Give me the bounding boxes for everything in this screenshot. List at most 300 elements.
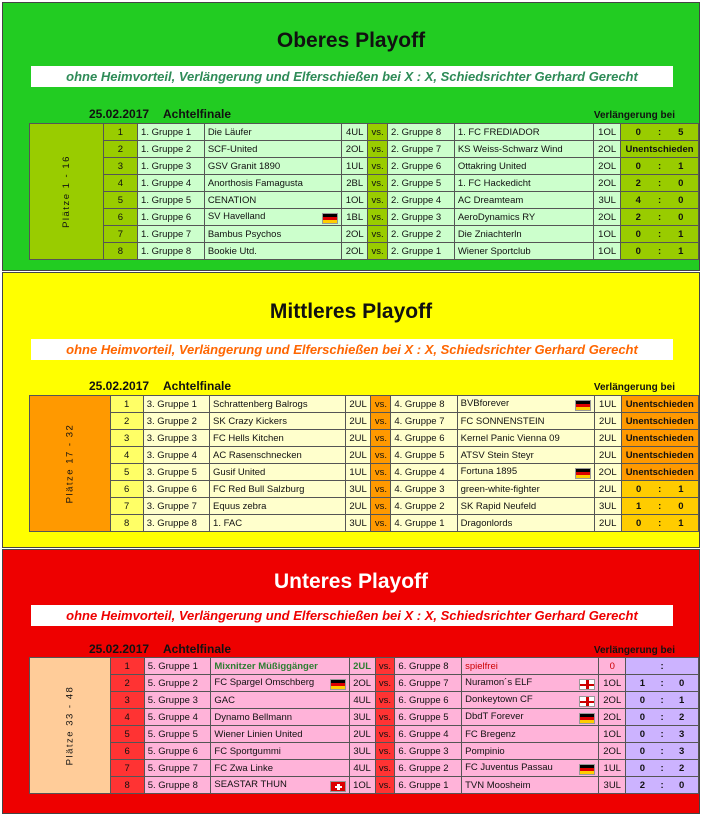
versus-label-text: vs. bbox=[378, 779, 392, 791]
away-group bbox=[395, 726, 462, 743]
score-cell bbox=[621, 141, 699, 158]
home-league bbox=[342, 209, 368, 226]
home-score: 0 bbox=[639, 762, 646, 774]
home-league bbox=[349, 675, 375, 692]
versus-label bbox=[375, 777, 395, 794]
score-cell bbox=[621, 498, 699, 515]
match-date: 25.02.2017 bbox=[89, 642, 150, 656]
home-group-text: 5. Gruppe 6 bbox=[147, 745, 198, 757]
versus-label-text: vs. bbox=[371, 228, 384, 240]
overtime-header: Verlängerung bei bbox=[593, 110, 675, 121]
away-group bbox=[395, 760, 462, 777]
table-row bbox=[30, 760, 699, 777]
score-separator: : bbox=[660, 660, 664, 672]
away-group-text: 6. Gruppe 6 bbox=[398, 694, 449, 706]
away-league-text: 2UL bbox=[598, 517, 617, 529]
away-group-text: 6. Gruppe 8 bbox=[398, 660, 449, 672]
away-group-text: 4. Gruppe 7 bbox=[394, 415, 445, 427]
away-group bbox=[388, 141, 455, 158]
score-separator: : bbox=[657, 228, 662, 240]
home-league bbox=[345, 447, 371, 464]
table-row bbox=[30, 515, 699, 532]
result-text: Unentschieden bbox=[625, 398, 694, 410]
table-row bbox=[30, 124, 699, 141]
home-team-text: SV Havelland bbox=[207, 210, 266, 222]
home-league-text: 1OL bbox=[353, 779, 372, 791]
away-group bbox=[395, 692, 462, 709]
away-team bbox=[454, 158, 593, 175]
match-number-text: 6 bbox=[124, 483, 130, 495]
versus-label-text: vs. bbox=[374, 415, 387, 427]
away-group-text: 6. Gruppe 3 bbox=[398, 745, 449, 757]
home-score: 0 bbox=[639, 728, 646, 740]
away-league-text: 2UL bbox=[598, 483, 617, 495]
home-group bbox=[144, 777, 211, 794]
match-number-text: 2 bbox=[117, 143, 124, 155]
versus-label-text: vs. bbox=[378, 660, 392, 672]
away-group bbox=[395, 743, 462, 760]
away-team bbox=[462, 692, 599, 709]
away-score: 1 bbox=[678, 160, 684, 172]
home-league-text: 4UL bbox=[353, 762, 371, 774]
versus-label-text: vs. bbox=[371, 177, 384, 189]
home-group bbox=[143, 515, 209, 532]
away-team bbox=[454, 175, 593, 192]
match-date: 25.02.2017 bbox=[89, 379, 150, 393]
score-cell bbox=[621, 192, 699, 209]
match-number bbox=[103, 124, 137, 141]
home-score: 2 bbox=[635, 211, 641, 223]
flag-en-icon bbox=[579, 679, 595, 690]
table-row bbox=[30, 209, 699, 226]
away-team-text: 1. FC FREDIADOR bbox=[457, 126, 540, 138]
home-group-text: 3. Gruppe 2 bbox=[146, 415, 197, 427]
away-league-text: 1OL bbox=[603, 677, 622, 689]
home-team-text: Bambus Psychos bbox=[207, 228, 282, 240]
score-separator: : bbox=[660, 745, 664, 757]
flag-de-icon bbox=[575, 468, 591, 479]
home-score: 0 bbox=[635, 126, 641, 138]
table-row bbox=[30, 396, 699, 413]
home-score: 0 bbox=[639, 745, 646, 757]
away-league bbox=[599, 675, 626, 692]
home-team bbox=[204, 141, 341, 158]
away-league bbox=[594, 158, 621, 175]
away-group bbox=[395, 675, 462, 692]
home-score: 2 bbox=[639, 779, 646, 791]
flag-de-icon bbox=[579, 764, 595, 775]
versus-label bbox=[371, 447, 391, 464]
away-group bbox=[395, 709, 462, 726]
home-team bbox=[204, 175, 341, 192]
versus-label bbox=[375, 692, 395, 709]
score-separator: : bbox=[657, 194, 662, 206]
table-row bbox=[30, 430, 699, 447]
home-group bbox=[138, 209, 205, 226]
home-team bbox=[210, 396, 346, 413]
home-league bbox=[342, 243, 368, 260]
home-team bbox=[204, 124, 341, 141]
versus-label-text: vs. bbox=[374, 466, 387, 478]
table-row bbox=[30, 243, 699, 260]
score-separator: : bbox=[660, 694, 664, 706]
versus-label bbox=[371, 498, 391, 515]
away-team bbox=[454, 209, 593, 226]
home-league-text: 3UL bbox=[349, 517, 367, 529]
away-score: 0 bbox=[678, 211, 684, 223]
away-group bbox=[395, 777, 462, 794]
flag-de-icon bbox=[330, 679, 346, 690]
away-team bbox=[454, 226, 593, 243]
away-league bbox=[599, 777, 626, 794]
away-group bbox=[388, 158, 455, 175]
round-label: Achtelfinale bbox=[163, 379, 232, 393]
score-cell bbox=[626, 726, 699, 743]
table-row bbox=[30, 141, 699, 158]
versus-label-text: vs. bbox=[378, 745, 392, 757]
home-league-text: 3UL bbox=[349, 483, 367, 495]
score-cell bbox=[621, 226, 699, 243]
home-league bbox=[345, 481, 371, 498]
home-league bbox=[349, 760, 375, 777]
match-number bbox=[103, 141, 137, 158]
away-score: 0 bbox=[678, 194, 684, 206]
score-cell bbox=[621, 481, 699, 498]
home-group bbox=[144, 760, 211, 777]
versus-label bbox=[368, 243, 388, 260]
home-league-text: 3UL bbox=[353, 745, 371, 757]
match-number bbox=[103, 243, 137, 260]
home-group-text: 1. Gruppe 1 bbox=[141, 126, 192, 138]
home-team bbox=[204, 209, 341, 226]
away-group-text: 6. Gruppe 5 bbox=[398, 711, 449, 723]
away-group bbox=[388, 175, 455, 192]
home-league-text: 2OL bbox=[345, 245, 364, 257]
versus-label bbox=[368, 175, 388, 192]
versus-label-text: vs. bbox=[371, 245, 384, 257]
home-group-text: 3. Gruppe 3 bbox=[146, 432, 197, 444]
away-league bbox=[594, 481, 621, 498]
home-group-text: 3. Gruppe 1 bbox=[146, 398, 197, 410]
table-row bbox=[30, 709, 699, 726]
away-group bbox=[391, 413, 457, 430]
home-team bbox=[210, 515, 346, 532]
home-score: 0 bbox=[635, 483, 642, 495]
home-group bbox=[138, 175, 205, 192]
away-team-text: Kernel Panic Vienna 09 bbox=[460, 432, 560, 444]
home-score: 0 bbox=[635, 517, 642, 529]
away-team-text: Dragonlords bbox=[460, 517, 513, 529]
match-number-text: 3 bbox=[124, 432, 130, 444]
away-team-text: Pompinio bbox=[465, 745, 505, 757]
away-league-text: 2OL bbox=[598, 466, 617, 478]
away-league-text: 2UL bbox=[598, 432, 617, 444]
versus-label-text: vs. bbox=[374, 432, 387, 444]
match-number bbox=[110, 447, 143, 464]
away-group bbox=[391, 498, 457, 515]
home-team-text: GAC bbox=[214, 694, 235, 706]
away-group-text: 2. Gruppe 3 bbox=[391, 211, 442, 223]
placement-range-label bbox=[30, 124, 104, 260]
score-cell bbox=[621, 209, 699, 226]
result-text: Unentschieden bbox=[625, 415, 694, 427]
away-league bbox=[594, 430, 621, 447]
away-league bbox=[594, 413, 621, 430]
away-score: 5 bbox=[678, 126, 684, 138]
home-score: 0 bbox=[639, 711, 646, 723]
away-team bbox=[454, 192, 593, 209]
match-number bbox=[103, 209, 137, 226]
match-number-text: 2 bbox=[124, 415, 130, 427]
home-group-text: 1. Gruppe 3 bbox=[141, 160, 192, 172]
away-group bbox=[391, 430, 457, 447]
away-score: 0 bbox=[678, 500, 684, 512]
away-group bbox=[391, 396, 457, 413]
home-league-text: 2UL bbox=[349, 432, 367, 444]
home-team bbox=[210, 447, 346, 464]
match-number-text: 6 bbox=[124, 745, 130, 757]
flag-de-icon bbox=[579, 713, 595, 724]
match-number bbox=[110, 743, 144, 760]
home-group-text: 5. Gruppe 4 bbox=[147, 711, 198, 723]
home-league bbox=[349, 777, 375, 794]
match-table bbox=[29, 395, 699, 532]
match-date: 25.02.2017 bbox=[89, 107, 150, 121]
home-group-text: 5. Gruppe 7 bbox=[147, 762, 198, 774]
home-score: 2 bbox=[635, 177, 641, 189]
score-cell bbox=[621, 430, 699, 447]
away-group bbox=[388, 226, 455, 243]
home-group bbox=[138, 158, 205, 175]
home-league bbox=[345, 515, 371, 532]
home-league-text: 1BL bbox=[346, 211, 364, 223]
home-league bbox=[342, 192, 368, 209]
home-group-text: 5. Gruppe 5 bbox=[147, 728, 198, 740]
away-league-text: 1UL bbox=[603, 762, 621, 774]
home-group bbox=[143, 396, 209, 413]
home-league-text: 1UL bbox=[349, 466, 367, 478]
away-group bbox=[395, 658, 462, 675]
away-league bbox=[599, 760, 626, 777]
home-team-text: FC Spargel Omschberg bbox=[214, 676, 315, 688]
match-number-text: 8 bbox=[117, 245, 124, 257]
away-team-text: AeroDynamics RY bbox=[457, 211, 536, 223]
away-league-text: 2OL bbox=[603, 694, 622, 706]
away-score: 1 bbox=[678, 517, 684, 529]
versus-label bbox=[368, 141, 388, 158]
result-text: Unentschieden bbox=[625, 449, 694, 461]
away-league bbox=[599, 726, 626, 743]
home-league bbox=[342, 141, 368, 158]
match-number-text: 1 bbox=[124, 398, 130, 410]
away-team-text: Wiener Sportclub bbox=[457, 245, 531, 257]
home-score: 1 bbox=[635, 500, 642, 512]
away-league bbox=[599, 743, 626, 760]
versus-label-text: vs. bbox=[374, 500, 387, 512]
home-group-text: 3. Gruppe 8 bbox=[146, 517, 197, 529]
score-separator: : bbox=[660, 711, 664, 723]
score-cell bbox=[626, 675, 699, 692]
placement-range-text: Plätze 33 - 48 bbox=[64, 685, 76, 766]
score-cell bbox=[621, 243, 699, 260]
versus-label-text: vs. bbox=[378, 711, 392, 723]
home-group bbox=[143, 464, 209, 481]
away-team bbox=[457, 447, 594, 464]
home-score: 4 bbox=[635, 194, 641, 206]
table-row bbox=[30, 175, 699, 192]
home-group bbox=[138, 243, 205, 260]
away-team bbox=[462, 743, 599, 760]
versus-label-text: vs. bbox=[374, 483, 387, 495]
home-league bbox=[342, 175, 368, 192]
home-team-text: AC Rasenschnecken bbox=[213, 449, 302, 461]
score-cell bbox=[621, 396, 699, 413]
away-group-text: 2. Gruppe 2 bbox=[391, 228, 442, 240]
away-league bbox=[594, 209, 621, 226]
away-team-text: ATSV Stein Steyr bbox=[460, 449, 534, 461]
match-number-text: 8 bbox=[124, 779, 130, 791]
versus-label bbox=[375, 743, 395, 760]
away-team-text: Die Zniachterln bbox=[457, 228, 522, 240]
home-team-text: Anorthosis Famagusta bbox=[207, 177, 303, 189]
home-group bbox=[144, 692, 211, 709]
away-team bbox=[457, 413, 594, 430]
home-team-text: SEASTAR THUN bbox=[214, 778, 287, 790]
away-score: 0 bbox=[678, 177, 684, 189]
home-team bbox=[210, 413, 346, 430]
away-league bbox=[594, 464, 621, 481]
away-league-text: 2OL bbox=[603, 711, 622, 723]
flag-de-icon bbox=[322, 213, 338, 224]
home-team-text: Schrattenberg Balrogs bbox=[213, 398, 308, 410]
versus-label bbox=[371, 413, 391, 430]
home-group-text: 1. Gruppe 2 bbox=[141, 143, 192, 155]
match-number bbox=[103, 158, 137, 175]
away-team bbox=[462, 777, 599, 794]
home-team bbox=[211, 760, 349, 777]
away-team-text: BVBforever bbox=[460, 397, 510, 409]
match-number-text: 6 bbox=[117, 211, 124, 223]
home-group bbox=[144, 726, 211, 743]
home-group bbox=[143, 481, 209, 498]
home-team-text: SCF-United bbox=[207, 143, 258, 155]
away-team bbox=[457, 396, 594, 413]
flag-de-icon bbox=[575, 400, 591, 411]
away-group-text: 4. Gruppe 1 bbox=[394, 517, 445, 529]
match-number-text: 7 bbox=[124, 762, 130, 774]
away-group-text: 4. Gruppe 3 bbox=[394, 483, 445, 495]
away-group-text: 2. Gruppe 8 bbox=[391, 126, 442, 138]
result-text: Unentschieden bbox=[625, 466, 694, 478]
away-group-text: 2. Gruppe 6 bbox=[391, 160, 442, 172]
away-team bbox=[462, 658, 599, 675]
home-score: 1 bbox=[639, 677, 646, 689]
away-team bbox=[454, 124, 593, 141]
match-number bbox=[110, 464, 143, 481]
home-group-text: 5. Gruppe 2 bbox=[147, 677, 198, 689]
home-league bbox=[349, 692, 375, 709]
home-group bbox=[144, 709, 211, 726]
section-oberes-playoff bbox=[2, 2, 700, 271]
home-team-text: 1. FAC bbox=[213, 517, 243, 529]
home-score: 0 bbox=[639, 694, 646, 706]
score-cell bbox=[621, 175, 699, 192]
away-group-text: 4. Gruppe 8 bbox=[394, 398, 445, 410]
home-league-text: 4UL bbox=[353, 694, 371, 706]
away-team bbox=[462, 726, 599, 743]
score-separator: : bbox=[658, 483, 662, 495]
match-number bbox=[110, 675, 144, 692]
away-league bbox=[594, 243, 621, 260]
away-group-text: 2. Gruppe 5 bbox=[391, 177, 442, 189]
home-team-text: Equus zebra bbox=[213, 500, 267, 512]
versus-label bbox=[375, 675, 395, 692]
match-number bbox=[110, 726, 144, 743]
home-group-text: 3. Gruppe 7 bbox=[146, 500, 197, 512]
match-table bbox=[29, 123, 699, 260]
away-team-text: green-white-fighter bbox=[460, 483, 540, 495]
home-team-text: Bookie Utd. bbox=[207, 245, 257, 257]
versus-label bbox=[371, 464, 391, 481]
flag-ch-icon bbox=[330, 781, 346, 792]
away-team bbox=[462, 709, 599, 726]
home-league bbox=[345, 430, 371, 447]
home-league bbox=[342, 226, 368, 243]
match-number-text: 1 bbox=[117, 126, 124, 138]
score-cell bbox=[626, 692, 699, 709]
home-team-text: Dynamo Bellmann bbox=[214, 711, 293, 723]
away-team-text: Donkeytown CF bbox=[465, 693, 533, 705]
table-row bbox=[30, 498, 699, 515]
round-label: Achtelfinale bbox=[163, 642, 232, 656]
away-group-text: 2. Gruppe 4 bbox=[391, 194, 442, 206]
away-league bbox=[594, 498, 621, 515]
away-team-text: SK Rapid Neufeld bbox=[460, 500, 537, 512]
home-team bbox=[211, 692, 349, 709]
away-league bbox=[594, 141, 621, 158]
away-league-text: 3UL bbox=[603, 779, 621, 791]
away-group-text: 6. Gruppe 4 bbox=[398, 728, 449, 740]
table-row bbox=[30, 658, 699, 675]
away-team bbox=[457, 515, 594, 532]
home-league-text: 2UL bbox=[349, 500, 367, 512]
match-number-text: 2 bbox=[124, 677, 130, 689]
match-number-text: 1 bbox=[124, 660, 130, 672]
versus-label-text: vs. bbox=[371, 160, 384, 172]
table-row bbox=[30, 777, 699, 794]
table-row bbox=[30, 464, 699, 481]
away-team bbox=[457, 481, 594, 498]
away-group bbox=[388, 243, 455, 260]
versus-label-text: vs. bbox=[378, 694, 392, 706]
score-cell bbox=[626, 658, 699, 675]
result-text: Unentschieden bbox=[625, 143, 694, 155]
score-separator: : bbox=[660, 677, 664, 689]
away-score: 3 bbox=[678, 728, 685, 740]
score-cell bbox=[621, 124, 699, 141]
home-team-text: Die Läufer bbox=[207, 126, 252, 138]
score-cell bbox=[621, 158, 699, 175]
home-team-text: SK Crazy Kickers bbox=[213, 415, 287, 427]
home-league-text: 4UL bbox=[346, 126, 364, 138]
away-score: 0 bbox=[678, 677, 685, 689]
home-team bbox=[211, 777, 349, 794]
away-league-text: 1OL bbox=[598, 245, 617, 257]
table-row bbox=[30, 158, 699, 175]
home-team-text: FC Hells Kitchen bbox=[213, 432, 284, 444]
away-team-text: AC Dreamteam bbox=[457, 194, 524, 206]
versus-label bbox=[375, 709, 395, 726]
